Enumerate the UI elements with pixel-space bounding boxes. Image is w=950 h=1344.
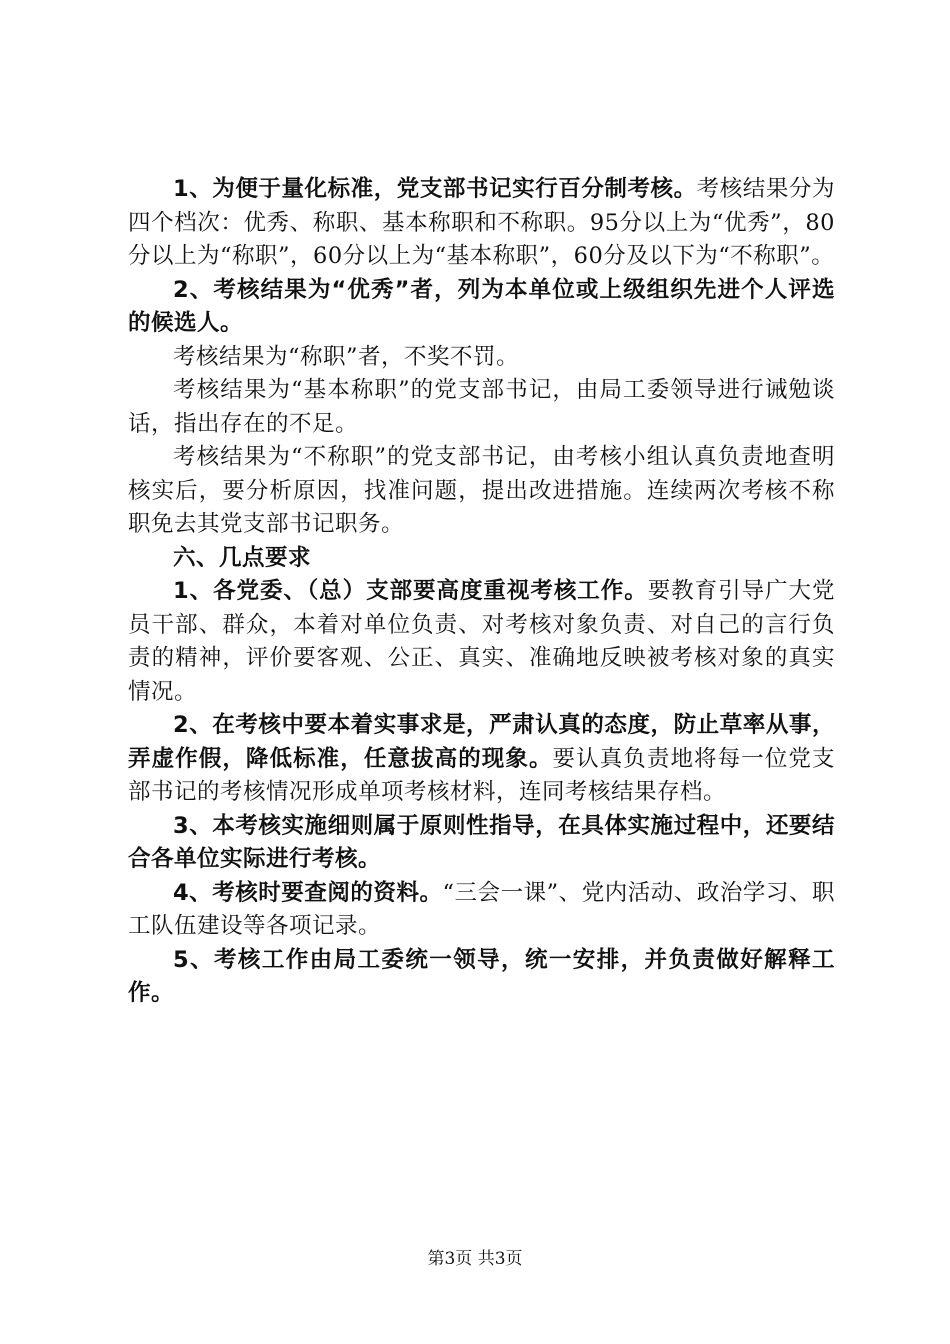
paragraph-4-text: 考核结果为“基本称职”的党支部书记，由局工委领导进行诫勉谈话，指出存在的不足。 [128, 377, 835, 437]
document-body [128, 173, 835, 1011]
page-footer [0, 1248, 950, 1270]
paragraph-8-lead: 2、在考核中要本着实事求是，严肃认真的态度，防止草率从事，弄虚作假，降低标准，任意拔高的现象。 [128, 712, 835, 772]
paragraph-10 [128, 877, 835, 944]
paragraph-1 [128, 173, 835, 274]
paragraph-4 [128, 374, 835, 441]
paragraph-2-lead: 2、考核结果为“优秀”者，列为本单位或上级组织先进个人评选的候选人。 [128, 276, 835, 336]
paragraph-3 [128, 341, 835, 375]
paragraph-10-lead: 4、考核时要查阅的资料。 [173, 879, 443, 906]
paragraph-3-text: 考核结果为“称职”者，不奖不罚。 [173, 343, 520, 370]
paragraph-5 [128, 441, 835, 542]
paragraph-11 [128, 944, 835, 1011]
paragraph-2 [128, 274, 835, 341]
paragraph-7-text: 要教育引导广大党员干部、群众，本着对单位负责、对考核对象负责、对自己的言行负责的精神，评价要客观、公正、真实、准确地反映被考核对象的真实情况。 [128, 578, 835, 705]
paragraph-10-text: “三会一课”、党内活动、政治学习、职工队伍建设等各项记录。 [128, 879, 835, 939]
paragraph-7-lead: 1、各党委、（总）支部要高度重视考核工作。 [173, 578, 648, 604]
paragraph-8 [128, 709, 835, 810]
paragraph-5-text: 考核结果为“不称职”的党支部书记，由考核小组认真负责地查明核实后，要分析原因，找准问题，提出改进措施。连续两次考核不称职免去其党支部书记职务。 [128, 444, 835, 537]
paragraph-1-text: 考核结果分为四个档次：优秀、称职、基本称职和不称职。95分以上为“优秀”，80分以上为“称职”，60分以上为“基本称职”，60分及以下为“不称职”。 [128, 176, 835, 269]
section-heading-requirements [128, 542, 835, 576]
paragraph-8-text: 要认真负责地将每一位党支部书记的考核情况形成单项考核材料，连同考核结果存档。 [128, 745, 835, 805]
section-heading-text: 六、几点要求 [173, 544, 312, 571]
page-number-label: 第3页 共3页 [427, 1249, 523, 1269]
paragraph-9 [128, 810, 835, 877]
paragraph-9-lead: 3、本考核实施细则属于原则性指导，在具体实施过程中，还要结合各单位实际进行考核。 [128, 812, 835, 872]
paragraph-1-lead: 1、为便于量化标准，党支部书记实行百分制考核。 [173, 176, 697, 202]
paragraph-7 [128, 575, 835, 709]
paragraph-11-lead: 5、考核工作由局工委统一领导，统一安排，并负责做好解释工作。 [128, 946, 835, 1006]
